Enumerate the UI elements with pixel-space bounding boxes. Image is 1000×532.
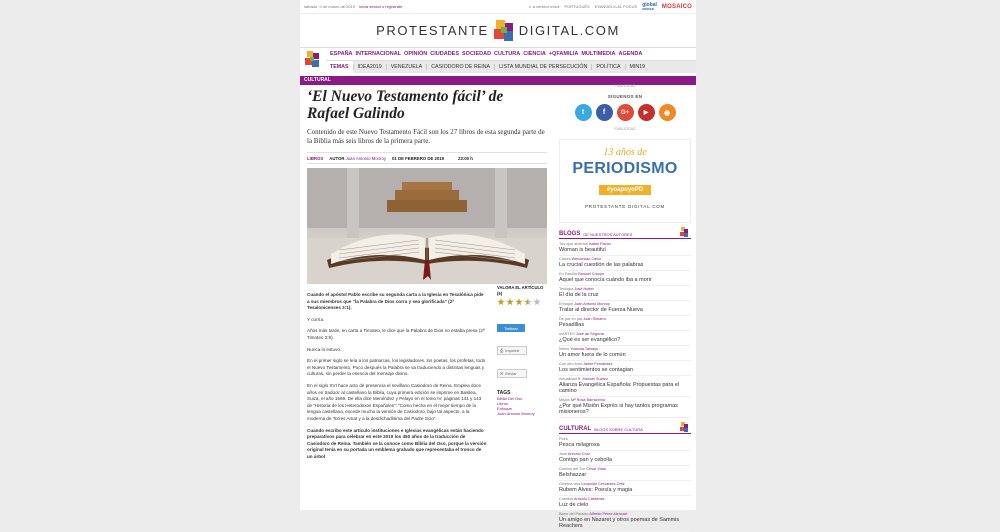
list-item[interactable]: mARTES José de Segovia ¿Qué es ser evangélico? — [559, 331, 691, 346]
portuguese-link[interactable]: PORTUGUÊS — [564, 4, 590, 9]
list-item[interactable]: José Antonio Cruz Contigo pan y cebolla — [559, 451, 691, 466]
paragraph: Cuando escribo este artículo instituciones e Iglesias evangélicas están haciendo preparativos para celebrar en este 2019 los 450 años de la traducción de Casiodoro de Reina. También se la conoce como Biblia del Oso, porque la versión original tenía en su portada un emblema grabado que representaba el tronco de un árbol — [307, 427, 487, 459]
article-title: ‘El Nuevo Testamento fácil’ de Rafael Galindo — [307, 88, 504, 122]
article-body — [307, 292, 487, 460]
cultural-header[interactable]: CULTURAL BLOGS SOBRE CULTURA — [559, 426, 691, 434]
list-item[interactable]: Teología José Hutter El día de la cruz — [559, 286, 691, 301]
site-logo[interactable] — [300, 14, 696, 47]
article-lead: Contenido de este Nuevo Testamento Fácil son los 27 libros de esta segunda parte de la Biblia más seis libros de la primera parte. — [307, 128, 545, 145]
mobile-version-link[interactable]: Ir a versión móvil — [529, 4, 560, 9]
article-meta — [307, 152, 547, 164]
article — [307, 88, 547, 465]
nav-item-ciudades[interactable]: CIUDADES — [430, 51, 460, 57]
banner-hashtag: #yoapoyoPD — [599, 185, 651, 195]
mosaico-logo[interactable]: MOSAICO — [661, 3, 692, 10]
article-date: 01 DE FEBRERO DE 2019 — [392, 155, 445, 161]
star-icon[interactable] — [533, 298, 541, 306]
open-bible-image — [307, 168, 547, 284]
sidebar — [559, 84, 691, 532]
author-link[interactable]: Juan Antonio Monroy — [345, 155, 387, 161]
ad-label: PUBLICIDAD — [614, 84, 636, 88]
nav-item-qfamilia[interactable]: +QFAMILIA — [548, 51, 579, 57]
periodismo-banner[interactable] — [559, 139, 691, 223]
nav-item-internacional[interactable]: INTERNACIONAL — [355, 51, 402, 57]
ad-label: PUBLICIDAD — [614, 127, 636, 131]
topic-venezuela[interactable]: VENEZUELA — [386, 64, 427, 70]
blogs-list — [559, 241, 691, 418]
list-item[interactable]: Íntimo Yolanda Tamayo Un amor fuera de lo común — [559, 346, 691, 361]
rss-icon[interactable]: ◉ — [659, 104, 676, 121]
rating-label: VALORA EL ARTÍCULO (6) — [497, 285, 544, 296]
tags-label: TAGS — [497, 390, 511, 396]
nav-logo-icon[interactable] — [300, 48, 326, 74]
paragraph: Años más tarde, en carta a Timoteo, le dice que la Palabra de Dios no estaba presa (2ª Timoteo 2:9). — [307, 328, 485, 340]
list-item[interactable]: Con otro tono Jaime Fernández Los sentimientos se contagian — [559, 361, 691, 376]
topic-idea2019[interactable]: IDEA2019 — [353, 64, 386, 70]
banner-footer: PROTESTANTE DIGITAL.COM — [585, 204, 665, 209]
login-link[interactable]: Inicia sesión o regístrate — [358, 4, 403, 9]
banner-top-text: 13 años de — [603, 147, 647, 158]
list-item[interactable]: Misión Mª Rosa Barrachina ¿Por qué Misión Exprés si hay tantos programas misioneros? — [559, 397, 691, 418]
twitter-icon[interactable]: t — [575, 104, 592, 121]
nav-item-espana[interactable]: ESPAÑA — [330, 51, 353, 57]
article-tools — [497, 285, 547, 416]
top-bar — [300, 0, 696, 14]
page — [300, 0, 696, 529]
article-time: 23:00 h — [458, 155, 473, 161]
tag-link[interactable]: Juan Antonio Monroy — [497, 411, 535, 416]
star-icon[interactable] — [515, 298, 523, 306]
list-item[interactable]: Claves Wenceslao Calvo La crucial cuestión de las palabras — [559, 256, 691, 271]
tag-link[interactable]: Libros — [497, 401, 508, 406]
social-links — [559, 104, 691, 121]
topics-label: TEMAS — [326, 61, 353, 74]
category-link[interactable]: LIBROS — [307, 155, 324, 161]
list-item[interactable]: Cuentos Antonio Cárdenas Luz de cielo — [559, 496, 691, 511]
list-item[interactable]: De par en par Juan Simarro Pesadillas — [559, 316, 691, 331]
star-icon[interactable] — [506, 298, 514, 306]
print-button[interactable]: ⎙ Imprimir — [497, 346, 527, 355]
article-photo — [307, 168, 547, 284]
paragraph: En el primer siglo se leía a los patriarcas, los legisladores, los poetas, los profetas, todo el Nuevo Testamento. Poco después la Palabra se va traduciendo a distintas lenguas y culturas, sin perder la esencia del mensaje divino. — [307, 358, 486, 377]
list-item[interactable]: En Familia Samuel Crespo Aquel que conocía cuándo iba a morir — [559, 271, 691, 286]
nav-item-agenda[interactable]: AGENDA — [618, 51, 643, 57]
rating-stars[interactable] — [497, 298, 547, 306]
logo-mark-icon — [679, 422, 689, 432]
current-date: sábado, 9 de marzo de 2019 — [304, 4, 355, 9]
section-bar[interactable]: CULTURAL — [300, 76, 696, 85]
topic-persecucion[interactable]: LISTA MUNDIAL DE PERSECUCIÓN — [494, 64, 591, 70]
author-label: AUTOR — [329, 155, 345, 161]
logo-mark-icon — [679, 227, 689, 237]
nav-item-multimedia[interactable]: MULTIMEDIA — [581, 51, 616, 57]
paragraph: Y corría. — [307, 316, 325, 322]
star-icon[interactable] — [497, 298, 505, 306]
follow-us-heading: SÍGUENOS EN — [607, 94, 643, 99]
nav-item-ciencia[interactable]: CIENCIA — [523, 51, 546, 57]
list-item[interactable]: Ginebra viva Leopoldo Cervantes-Ortiz Rubem Alves: Poesía y magia — [559, 481, 691, 496]
mail-icon: ✉ — [500, 371, 504, 376]
send-button[interactable]: ✉ Enviar — [497, 369, 527, 378]
topic-politica[interactable]: POLÍTICA — [591, 64, 624, 70]
list-item[interactable]: Poes Pesca milagrosa — [559, 436, 691, 451]
logo-word-left: PROTESTANTE — [376, 23, 489, 38]
list-item[interactable]: Actualidad X. Manuel Suárez Alianza Evangélica Española: Propuestas para el camino — [559, 376, 691, 397]
youtube-icon[interactable]: ▶ — [638, 104, 655, 121]
paragraph: En el siglo XVI hace acto de presencia el sevillano Casiodoro de Reina. Emplea doce años en traducir al castellano la Biblia, cuya primera edición se imprime en Basilea, Suiza, el año 1569. De ella dice Menéndez y Pelayo en el tomo IV, páginas 141 y 143 de “Historia de los Heterodoxos Españoles”: “Como hecha en el mejor tiempo de la lengua castellana, excede mucho la versión de Casiodoro, bajo tal aspecto, a la moderna de Torres Amat y a la desdichadísima del Padre Scio”. — [307, 382, 482, 421]
list-item[interactable]: Barro del Paraíso Alfredo Pérez Alencart Un amigo en Nazaret y otros poemas de Sammis Reachers — [559, 511, 691, 532]
nav-item-sociedad[interactable]: SOCIEDAD — [462, 51, 492, 57]
nav-item-opinion[interactable]: OPINIÓN — [404, 51, 428, 57]
list-item[interactable]: Tus ojos abiertos Isabel Pavón Woman is beautiful — [559, 241, 691, 256]
print-icon: ⎙ — [500, 348, 504, 353]
paragraph: Cuando el apóstol Pablo escribe su segunda carta a la Iglesia en Tesalónica pide a sus miembros que “la Palabra de Dios corra y sea glorificada” (2ª Tesalonicenses 3:1). — [307, 292, 484, 311]
logo-mark-icon — [493, 19, 515, 43]
global-minded-logo[interactable]: global MINDED — [642, 1, 657, 11]
banner-title: PERIODISMO — [572, 160, 678, 177]
tweet-button[interactable]: Twittear — [497, 324, 525, 332]
list-item[interactable]: Camino del Sur César Vidal Belshazzar — [559, 466, 691, 481]
facebook-icon[interactable]: f — [596, 104, 613, 121]
list-item[interactable]: Enfoque Juan Antonio Monroy Tratar al director de Fuerza Nueva — [559, 301, 691, 316]
topic-min19[interactable]: MIN19 — [625, 64, 650, 70]
paragraph: Nunca lo estuvo. — [307, 346, 342, 352]
section-menu — [326, 48, 696, 60]
topics-menu — [326, 60, 696, 73]
nav-item-cultura[interactable]: CULTURA — [494, 51, 521, 57]
topic-casiodoro[interactable]: CASIODORO DE REINA — [426, 64, 494, 70]
cultural-list — [559, 436, 691, 532]
logo-word-right: DIGITAL.COM — [518, 23, 620, 38]
main-navigation — [300, 47, 696, 73]
evangelical-focus-link[interactable]: EVANGELICAL FOCUS — [594, 4, 638, 9]
tag-link[interactable]: Enfoque — [497, 406, 512, 411]
star-icon[interactable] — [524, 298, 532, 306]
googleplus-icon[interactable]: G+ — [617, 104, 634, 121]
blogs-header[interactable]: BLOGS DE NUESTROS AUTORES — [559, 231, 691, 239]
tag-link[interactable]: Biblia Del Oso — [497, 396, 523, 401]
